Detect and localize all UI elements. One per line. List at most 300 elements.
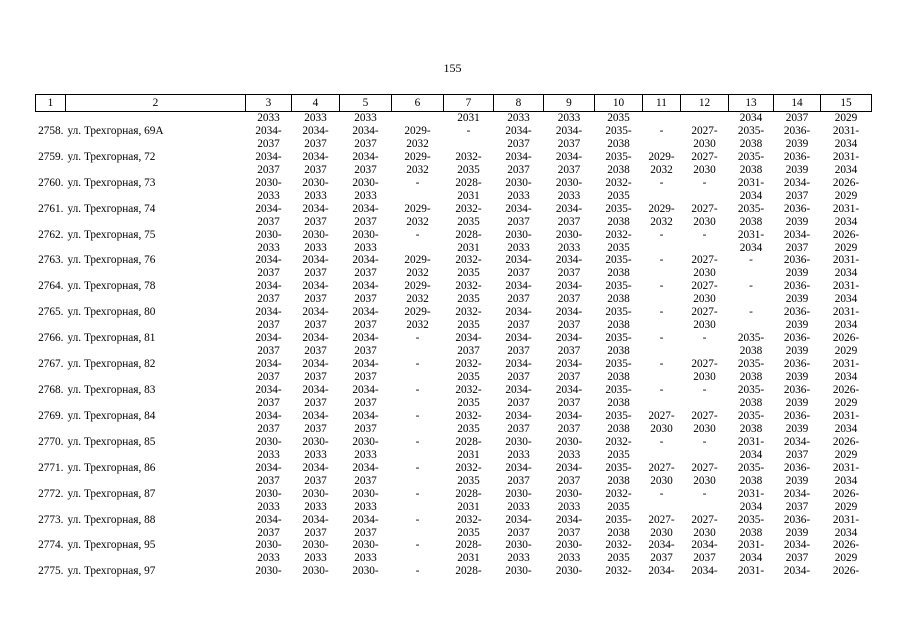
carry-cell: 2033 [304,112,327,124]
period-start: - [749,306,753,319]
period-end: 2033 [354,241,377,254]
period-start: 2035- [737,332,765,345]
period-end: 2037 [354,293,377,306]
period-start: 2034- [555,202,583,215]
period-cell [774,358,821,384]
period-end: 2037 [557,526,581,539]
period-start: 2032- [455,409,482,422]
period-cell [821,332,872,358]
period-end [643,449,681,462]
period-start: 2036- [783,202,811,215]
period-cell [821,565,872,591]
period-cell [681,306,729,332]
period-end: 2037 [304,163,327,176]
period-cell [494,565,544,591]
period-cell [729,203,774,229]
period-start: - [415,513,420,526]
period-end: 2030 [693,293,716,306]
period-cell [544,436,595,462]
period-start: 2031- [737,565,765,578]
period-start: - [415,461,420,474]
period-start: 2035- [737,409,765,422]
column-header-15: 15 [821,95,872,112]
period-cell [729,488,774,514]
table-row [36,358,872,384]
period-end: 2037 [507,137,530,150]
period-end: 2037 [304,474,327,487]
period-start: 2034- [302,150,329,163]
table-row [36,436,872,462]
period-start: 2035- [605,124,632,137]
period-start: - [415,176,420,189]
period-cell [774,254,821,280]
period-end: 2037 [304,215,327,228]
period-end: 2035 [457,474,480,487]
period-start: - [659,384,664,397]
period-cell [681,229,729,255]
period-cell [729,177,774,203]
period-cell [340,306,392,332]
period-cell [729,332,774,358]
carry-cell [392,112,444,125]
period-cell [595,358,643,384]
period-start: 2035- [605,358,632,371]
period-start: 2034- [648,565,675,578]
row-number: 2770. [38,435,64,448]
period-end: 2030 [693,474,716,487]
period-start: 2026- [832,435,860,448]
period-end: 2033 [257,552,280,565]
period-cell [544,254,595,280]
period-start: 2034- [455,332,482,345]
period-cell [643,151,681,177]
period-end: 2038 [607,293,630,306]
period-cell [643,384,681,410]
period-end: 2039 [785,371,809,384]
period-end [681,501,729,514]
period-end: 2037 [304,293,327,306]
row-number: 2765. [38,306,64,319]
period-cell [292,539,340,565]
period-end: 2037 [650,552,673,565]
table-row [36,125,872,151]
period-start: 2031- [832,409,860,422]
period-end: 2038 [607,137,630,150]
carry-cell: 2034 [739,112,763,124]
period-start: 2030- [555,228,583,241]
period-cell [544,488,595,514]
row-number: 2775. [38,565,64,578]
carry-cell: 2031 [457,112,480,124]
period-start: 2031- [832,280,860,293]
period-end [494,578,544,591]
period-cell [643,177,681,203]
period-cell [595,514,643,540]
row-number: 2773. [38,513,64,526]
address-cell: ул. Трехгорная, 69А [67,124,164,137]
period-start: 2030- [555,176,583,189]
period-end: 2034 [739,189,763,202]
period-end: 2034 [834,163,858,176]
period-start: 2034- [302,332,329,345]
period-end: 2034 [834,215,858,228]
period-start: 2031- [832,254,860,267]
period-cell [340,203,392,229]
period-cell [246,280,292,306]
period-end: 2035 [607,500,630,513]
period-end: 2035 [607,448,630,461]
period-end: 2032 [406,267,429,280]
period-start: 2028- [455,176,482,189]
period-start: 2034- [352,202,379,215]
period-cell [494,125,544,151]
period-cell [821,462,872,488]
period-end: 2037 [257,137,280,150]
period-end [643,138,681,151]
period-end: 2034 [739,500,763,513]
period-end: 2038 [607,422,630,435]
period-start: 2030- [302,565,329,578]
period-start: 2030- [302,487,329,500]
period-end: 2037 [354,526,377,539]
period-end: 2037 [304,371,327,384]
period-start: - [415,565,420,578]
period-cell [392,280,444,306]
period-cell [246,332,292,358]
period-end: 2037 [304,137,327,150]
period-start: 2028- [455,565,482,578]
period-start: 2026- [832,565,860,578]
period-cell [246,125,292,151]
period-end: 2029 [834,345,858,358]
period-end [392,501,444,514]
period-end [643,319,681,332]
period-end [643,578,681,591]
period-end: 2033 [557,448,581,461]
column-header-8: 8 [494,95,544,112]
period-end: 2037 [507,267,530,280]
period-end: 2033 [354,448,377,461]
address-cell: ул. Трехгорная, 97 [67,565,156,578]
period-cell [340,462,392,488]
period-start: 2027- [691,280,718,293]
period-end: 2033 [304,241,327,254]
period-end: 2037 [557,215,581,228]
period-cell [681,514,729,540]
period-start: 2030- [555,565,583,578]
period-cell [246,306,292,332]
column-header-4: 4 [292,95,340,112]
address-cell: ул. Трехгорная, 75 [67,228,156,241]
period-start: 2030- [255,565,282,578]
period-end: 2037 [507,215,530,228]
period-start: 2027- [691,409,718,422]
period-end: 2038 [607,371,630,384]
period-cell [494,306,544,332]
period-end: 2034 [834,422,858,435]
period-cell [246,462,292,488]
period-end: 2037 [257,215,280,228]
period-cell [774,488,821,514]
period-end [729,293,774,306]
period-end: 2030 [693,163,716,176]
period-end: 2037 [304,345,327,358]
period-start: 2034- [352,150,379,163]
period-cell [246,488,292,514]
period-start: 2029- [404,280,431,293]
row-number: 2769. [38,409,64,422]
period-end: 2038 [739,526,763,539]
period-end: 2037 [257,345,280,358]
period-start: 2030- [255,487,282,500]
period-cell [340,539,392,565]
period-start: 2027- [691,513,718,526]
period-end: 2035 [457,422,480,435]
period-end: 2038 [739,345,763,358]
period-start: 2032- [455,358,482,371]
period-end [729,267,774,280]
period-end [444,578,494,591]
period-end: 2030 [650,526,673,539]
table-header [36,95,872,112]
period-end: 2037 [507,345,530,358]
period-start: 2034- [505,384,532,397]
table-row [36,254,872,280]
period-start: 2031- [832,306,860,319]
period-start: 2034- [691,565,718,578]
column-header-1: 1 [36,95,66,112]
carry-cell: 2033 [257,112,280,124]
period-end: 2037 [785,241,809,254]
period-end [643,501,681,514]
period-end: 2037 [354,371,377,384]
period-cell [292,229,340,255]
period-end [774,578,821,591]
period-start: - [702,176,707,189]
period-start: 2034- [255,332,282,345]
period-end: 2033 [507,241,530,254]
period-start: - [415,228,420,241]
period-cell [392,488,444,514]
period-end: 2037 [304,267,327,280]
period-start: 2034- [505,280,532,293]
period-cell [494,229,544,255]
period-cell [821,229,872,255]
period-cell [292,358,340,384]
period-cell [729,229,774,255]
period-cell [246,410,292,436]
period-end: 2035 [457,371,480,384]
period-cell [595,436,643,462]
period-cell [643,280,681,306]
period-start: - [659,332,664,345]
period-start: 2032- [455,202,482,215]
carry-cell: 2037 [785,112,809,124]
period-cell [729,306,774,332]
period-cell [821,539,872,565]
period-start: 2030- [255,176,282,189]
period-end: 2039 [785,163,809,176]
period-end: 2037 [693,552,716,565]
period-cell [494,488,544,514]
period-cell [340,280,392,306]
period-start: 2027- [691,254,718,267]
period-cell [643,462,681,488]
period-end: 2031 [457,500,480,513]
period-start: 2032- [455,384,482,397]
period-end: 2037 [507,163,530,176]
row-number: 2768. [38,384,64,397]
period-cell [246,203,292,229]
column-header-12: 12 [681,95,729,112]
period-cell [681,436,729,462]
column-header-2: 2 [66,95,246,112]
period-end: 2029 [834,500,858,513]
period-cell [246,436,292,462]
period-end: 2033 [257,500,280,513]
period-start: 2028- [455,487,482,500]
period-start: 2032- [455,306,482,319]
period-start: 2032- [455,461,482,474]
period-start: 2034- [352,306,379,319]
period-end: 2037 [257,371,280,384]
period-cell [729,358,774,384]
period-cell [595,177,643,203]
period-end: 2037 [354,422,377,435]
period-end: 2035 [457,267,480,280]
period-start: 2032- [605,176,632,189]
period-cell [595,384,643,410]
period-cell [643,565,681,591]
table-row [36,384,872,410]
period-start: 2031- [737,435,765,448]
period-cell [444,358,494,384]
period-cell [643,539,681,565]
period-end: 2038 [739,163,763,176]
period-start: 2034- [505,358,532,371]
period-start: 2034- [302,306,329,319]
period-start: 2034- [255,202,282,215]
period-cell [643,332,681,358]
period-start: 2035- [605,332,632,345]
period-end: 2035 [457,526,480,539]
period-cell [292,125,340,151]
period-cell [444,254,494,280]
period-start: 2031- [737,176,765,189]
period-start: 2034- [783,565,811,578]
period-cell [544,229,595,255]
period-start: - [749,254,753,267]
row-number: 2761. [38,202,64,215]
period-end: 2034 [834,267,858,280]
period-end: 2038 [607,526,630,539]
period-start: 2034- [555,254,583,267]
period-end: 2033 [557,189,581,202]
period-end: 2032 [406,215,429,228]
period-start: 2035- [605,254,632,267]
period-start: 2034- [555,124,583,137]
period-end: 2039 [785,215,809,228]
address-cell: ул. Трехгорная, 74 [67,202,156,215]
period-start: 2027- [691,461,718,474]
period-end: 2037 [257,267,280,280]
period-end [444,138,494,151]
period-start: 2032- [605,487,632,500]
period-cell [729,436,774,462]
column-header-3: 3 [246,95,292,112]
period-cell [292,565,340,591]
period-cell [392,229,444,255]
address-cell: ул. Трехгорная, 81 [67,332,156,345]
period-start: 2030- [255,539,282,552]
period-cell [774,125,821,151]
period-end [392,345,444,358]
period-start: - [659,487,664,500]
period-end: 2037 [257,526,280,539]
table-row [36,151,872,177]
period-start: 2034- [555,513,583,526]
period-cell [444,539,494,565]
period-end: 2033 [507,448,530,461]
period-cell [821,203,872,229]
period-cell [392,436,444,462]
period-end: 2037 [354,396,377,409]
period-start: 2035- [605,306,632,319]
period-cell [774,514,821,540]
period-start: 2030- [505,435,532,448]
period-cell [392,384,444,410]
period-start: 2030- [352,565,379,578]
period-start: 2030- [505,176,532,189]
period-start: 2027- [691,358,718,371]
period-cell [340,254,392,280]
period-start: 2036- [783,358,811,371]
period-start: 2030- [255,435,282,448]
period-end: 2031 [457,448,480,461]
period-end: 2034 [834,137,858,150]
period-end: 2037 [507,396,530,409]
period-start: 2034- [505,461,532,474]
period-cell [544,280,595,306]
period-start: 2031- [832,513,860,526]
period-start: 2026- [832,332,860,345]
period-start: 2034- [255,254,282,267]
period-start: 2034- [302,513,329,526]
period-cell [246,565,292,591]
period-start: 2035- [605,461,632,474]
period-cell [681,203,729,229]
period-end: 2030 [693,526,716,539]
period-cell [595,332,643,358]
period-cell [643,203,681,229]
period-cell [729,151,774,177]
period-start: - [659,435,664,448]
period-cell [444,306,494,332]
period-start: 2034- [555,461,583,474]
period-cell [774,462,821,488]
period-end: 2038 [607,396,630,409]
period-cell [444,203,494,229]
column-header-13: 13 [729,95,774,112]
period-cell [494,410,544,436]
period-cell [340,565,392,591]
period-end [643,371,681,384]
period-cell [392,462,444,488]
period-cell [544,203,595,229]
period-start: 2034- [302,202,329,215]
period-start: 2036- [783,306,811,319]
period-cell [643,410,681,436]
